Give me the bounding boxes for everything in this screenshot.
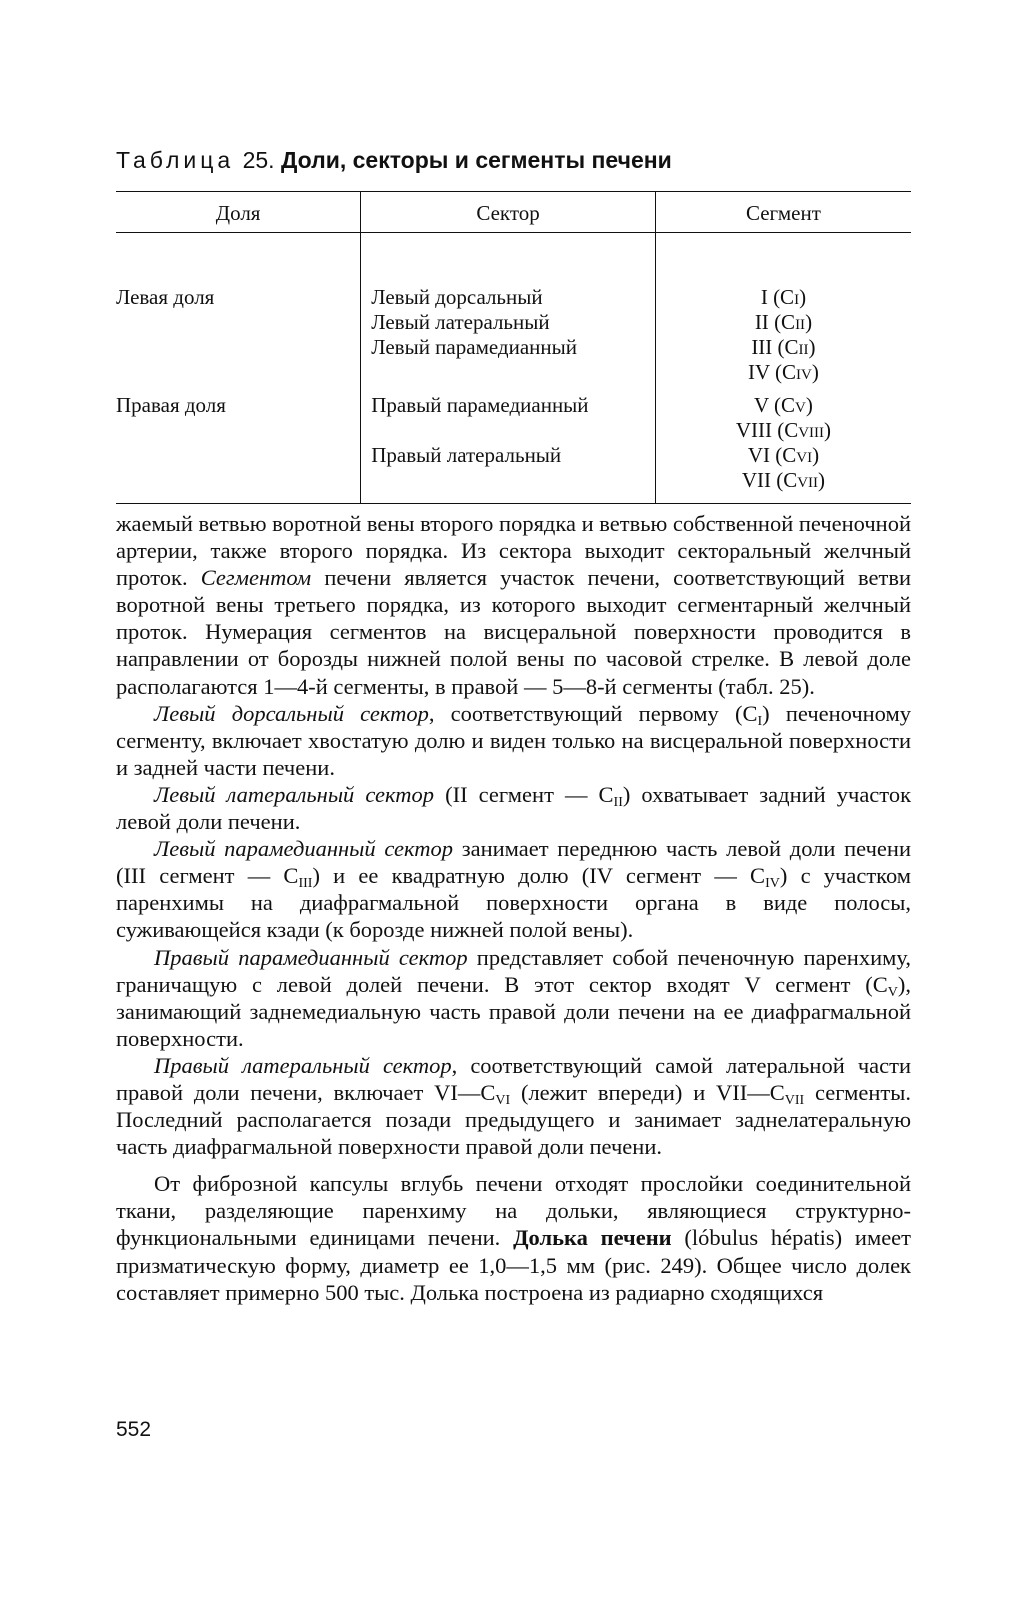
term-bold: Долька печени bbox=[513, 1225, 672, 1251]
term-italic: Левый дорсальный сектор bbox=[154, 700, 429, 726]
paragraph: Левый дорсальный сектор, соответствующий первому $(C_I)$ печеночному сегменту, включает хвостатую долю и виден только на висцеральной поверхности и задней части печени. bbox=[116, 700, 911, 780]
table-row-left-lobe bbox=[116, 233, 911, 386]
body-text bbox=[116, 510, 911, 1306]
sector-name: Левый дорсальный bbox=[371, 285, 543, 309]
segment-label: VII (CVII) bbox=[741, 468, 826, 492]
header-lobe: Доля bbox=[116, 192, 361, 233]
paragraph: От фиброзной капсулы вглубь печени отходят прослойки соединительной ткани, разделяющие паренхиму на дольки, являющиеся структурно-функциональными единицами печени. Долька печени (lóbulus hépatis) имеет призматическую форму, диаметр ее 1,0—1,5 мм (рис. 249). Общее число долек составляет примерно 500 тыс. Долька построена из радиарно сходящихся bbox=[116, 1171, 912, 1305]
sector-name: Правый латеральный bbox=[371, 443, 562, 467]
paragraph: Левый латеральный сектор (II сегмент — $C_{II}$) охватывает задний участок левой доли печени. bbox=[116, 781, 912, 835]
segment-label: I (CI) bbox=[760, 285, 807, 309]
segment-cell-left bbox=[655, 233, 911, 386]
segment-label: IV (CIV) bbox=[748, 360, 819, 384]
segment-label: II (CII) bbox=[754, 310, 813, 334]
lobe-cell-left bbox=[116, 233, 361, 386]
paragraph: Правый парамедианный сектор представляет собой печеночную паренхиму, граничащую с левой долей печени. В этот сектор входят V сегмент $(C_V)$, занимающий заднемедиальную часть правой доли печени на ее диафрагмальной поверхности. bbox=[116, 944, 912, 1051]
caption-number: 25. bbox=[242, 147, 275, 173]
table-row-right-lobe bbox=[116, 385, 911, 504]
caption-lead: Таблица bbox=[116, 147, 235, 173]
segment-label: V (CV) bbox=[753, 393, 813, 417]
page-number: 552 bbox=[116, 1418, 152, 1441]
liver-segments-table bbox=[116, 191, 911, 504]
term-italic: Левый парамедианный сектор bbox=[154, 836, 454, 862]
term-italic: Правый латеральный сектор bbox=[154, 1052, 452, 1078]
sector-cell-left bbox=[361, 233, 656, 386]
term-italic: Левый латеральный сектор bbox=[154, 781, 435, 807]
segment-label: VI (CVI) bbox=[747, 443, 820, 467]
segment-label: VIII (CVIII) bbox=[735, 418, 832, 442]
paragraph: жаемый ветвью воротной вены второго порядка и ветвью собственной печеночной артерии, также второго порядка. Из сектора выходит секторальный желчный проток. Сегментом печени является участок печени, соответствующий ветви воротной вены третьего порядка, из которого выходит сегментарный желчный проток. Нумерация сегментов на висцеральной поверхности проводится в направлении от борозды нижней полой вены по часовой стрелке. В левой доле располагаются 1—4-й сегменты, в правой — 5—8-й сегменты (табл. 25). bbox=[116, 511, 911, 699]
header-segment: Сегмент bbox=[655, 192, 911, 233]
lobe-cell-right bbox=[116, 385, 361, 504]
paragraph: Левый парамедианный сектор занимает переднюю часть левой доли печени (III сегмент — $C_{III}$) и ее квадратную долю (IV сегмент — $C_{IV}$) с участком паренхимы на диафрагмальной поверхности органа в виде полосы, суживающейся кзади (к борозде нижней полой вены). bbox=[116, 836, 912, 943]
paragraph: Правый латеральный сектор, соответствующий самой латеральной части правой доли печени, включает $VI—C_{VI}$ (лежит впереди) и $VII—C_{VII}$ сегменты. Последний располагается позади предыдущего и занимает заднелатеральную часть диафрагмальной поверхности правой доли печени. bbox=[116, 1052, 911, 1160]
term-italic: Сегментом bbox=[200, 565, 312, 591]
sector-cell-right bbox=[361, 385, 656, 504]
caption-title: Доли, секторы и сегменты печени bbox=[280, 147, 672, 173]
term-italic: Правый парамедианный сектор bbox=[154, 944, 468, 970]
table-header-row bbox=[116, 192, 911, 233]
table-caption bbox=[116, 146, 916, 174]
sector-name: Правый парамедианный bbox=[371, 393, 589, 417]
segment-label: III (CII) bbox=[751, 335, 816, 359]
segment-cell-right bbox=[655, 385, 911, 504]
sector-name: Левый парамедианный bbox=[371, 335, 577, 359]
sector-name: Левый латеральный bbox=[371, 310, 550, 334]
header-sector: Сектор bbox=[361, 192, 656, 233]
lobe-name: Правая доля bbox=[116, 393, 226, 417]
lobe-name: Левая доля bbox=[116, 285, 215, 309]
